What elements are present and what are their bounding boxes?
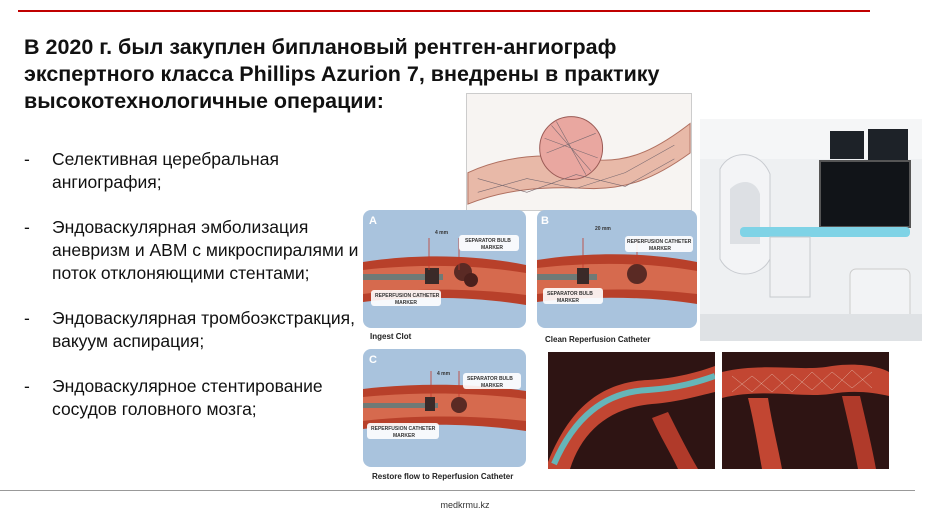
reperfusion-catheter-label: REPERFUSION CATHETER <box>371 426 436 432</box>
vessel-stent-render-right <box>722 352 889 469</box>
thrombectomy-panel-c <box>363 349 526 467</box>
aneurysm-stent-illustration <box>466 93 692 211</box>
bullet-text: Эндоваскулярная эмболизация аневризм и АВМ с микроспиралями и поток отклоняющими стентами; <box>52 217 359 283</box>
marker-label: MARKER <box>557 298 579 304</box>
bullet-text: Эндоваскулярное стентирование сосудов головного мозга; <box>52 376 323 419</box>
marker-label: MARKER <box>393 433 415 439</box>
marker-label: MARKER <box>481 383 503 389</box>
separator-bulb-label: SEPARATOR BULB <box>465 238 511 244</box>
bullet-dash: - <box>24 217 30 237</box>
bullet-item <box>24 148 364 194</box>
vessel-stent-render-left <box>548 352 715 469</box>
panel-letter: C <box>369 354 377 366</box>
bullet-dash: - <box>24 376 30 396</box>
thrombectomy-panel-b <box>537 210 697 328</box>
measure-label: 4 mm <box>435 230 449 236</box>
panel-letter: B <box>541 215 549 227</box>
slide-title: В 2020 г. был закуплен биплановый рентген-ангиограф экспертного класса Phillips Azurion 7, внедрены в практику высокотехнологичные операции: <box>24 35 660 113</box>
thrombectomy-panel-a <box>363 210 526 328</box>
separator-bulb-label: SEPARATOR BULB <box>467 376 513 382</box>
measure-label: 4 mm <box>437 371 451 377</box>
angiography-room-photo <box>700 119 922 341</box>
bullet-dash: - <box>24 308 30 328</box>
footer-website: medkrmu.kz <box>440 500 490 510</box>
reperfusion-catheter-label: REPERFUSION CATHETER <box>375 293 440 299</box>
marker-label: MARKER <box>649 246 671 252</box>
separator-bulb-label: SEPARATOR BULB <box>547 291 593 297</box>
bullet-item <box>24 375 364 421</box>
panel-c-caption: Restore flow to Reperfusion Catheter <box>372 472 514 481</box>
footer-rule <box>0 490 915 491</box>
marker-label: MARKER <box>395 300 417 306</box>
panel-b-caption: Clean Reperfusion Catheter <box>545 335 651 344</box>
panel-letter: A <box>369 215 377 227</box>
bullet-list <box>24 148 364 443</box>
bullet-item <box>24 216 364 285</box>
marker-label: MARKER <box>481 245 503 251</box>
reperfusion-catheter-label: REPERFUSION CATHETER <box>627 239 692 245</box>
bullet-text: Селективная церебральная ангиография; <box>52 149 279 192</box>
panel-a-caption: Ingest Clot <box>370 332 412 341</box>
top-accent-rule <box>18 10 870 12</box>
measure-label: 20 mm <box>595 226 611 232</box>
bullet-item <box>24 307 364 353</box>
bullet-dash: - <box>24 149 30 169</box>
bullet-text: Эндоваскулярная тромбоэкстракция, вакуум аспирация; <box>52 308 356 351</box>
